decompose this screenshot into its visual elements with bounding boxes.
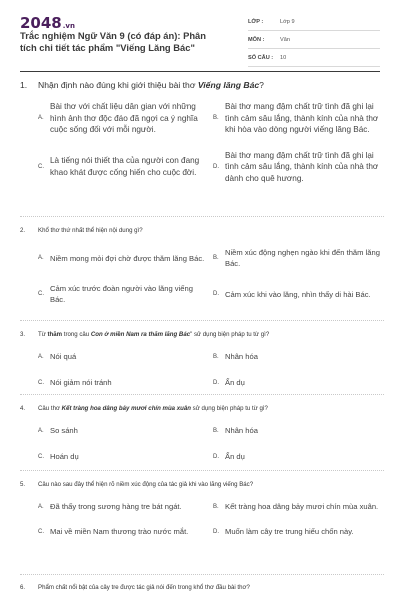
question-4 bbox=[20, 404, 384, 462]
keyword: thăm bbox=[47, 331, 63, 338]
option-d[interactable]: D. Ẩn dụ bbox=[213, 378, 245, 387]
meta-key: SỐ CÂU : bbox=[248, 54, 274, 61]
meta-key: LỚP : bbox=[248, 18, 264, 25]
options bbox=[38, 425, 384, 462]
divider bbox=[20, 470, 384, 471]
option-c[interactable]: C. Nói giảm nói tránh bbox=[38, 378, 112, 387]
question-5 bbox=[20, 480, 384, 537]
meta-table bbox=[248, 13, 380, 67]
divider bbox=[20, 216, 384, 217]
option-b[interactable]: B. Kết tràng hoa dâng bảy mươi chín mùa xuân. bbox=[213, 502, 379, 511]
header-divider bbox=[20, 71, 380, 72]
divider bbox=[20, 394, 384, 395]
question-prompt: 5. Câu nào sau đây thể hiện rõ niềm xúc động của tác giả khi vào lăng viếng Bác? bbox=[20, 481, 254, 488]
header bbox=[0, 0, 400, 72]
option-a[interactable]: A. Đã thấy trong sương hàng tre bát ngát. bbox=[38, 502, 182, 511]
question-number: 5. bbox=[20, 481, 26, 488]
poem-title: Viếng lăng Bác bbox=[197, 80, 260, 90]
divider bbox=[20, 320, 384, 321]
option-a[interactable]: A. So sánh bbox=[38, 426, 78, 435]
question-number: 4. bbox=[20, 405, 26, 412]
option-d[interactable]: D. Muốn làm cây tre trung hiếu chốn này. bbox=[213, 527, 354, 536]
meta-row-subject bbox=[248, 31, 380, 49]
divider bbox=[20, 574, 384, 575]
page-title: Trắc nghiệm Ngữ Văn 9 (có đáp án): Phân tích chi tiết tác phẩm "Viếng Lăng Bác" bbox=[20, 30, 206, 53]
meta-value: Lớp 9 bbox=[280, 18, 295, 25]
question-number: 1. bbox=[20, 80, 28, 90]
options bbox=[38, 101, 384, 184]
quoted-line: Con ở miền Nam ra thăm lăng Bác bbox=[90, 331, 191, 338]
meta-row-class bbox=[248, 13, 380, 31]
question-prompt: 2. Khổ thơ thứ nhất thể hiện nội dung gì? bbox=[20, 227, 143, 234]
options bbox=[38, 351, 384, 388]
question-1 bbox=[20, 80, 384, 184]
options bbox=[38, 247, 384, 305]
question-2 bbox=[20, 226, 384, 305]
quoted-line: Kết tràng hoa dâng bảy mươi chín mùa xuân bbox=[61, 405, 191, 412]
option-d[interactable]: D. Bài thơ mang đậm chất trữ tình đã ghi lại tình cảm sâu lắng, thành kính của nhà thơ dành cho quê hương. bbox=[213, 150, 379, 183]
question-prompt: 6. Phẩm chất nổi bật của cây tre được tác giả nói đến trong khổ thơ đầu bài thơ? bbox=[20, 584, 250, 591]
option-b[interactable]: B. Nhân hóa bbox=[213, 426, 258, 435]
meta-value: 10 bbox=[280, 54, 287, 61]
question-3 bbox=[20, 330, 384, 388]
option-b[interactable]: B. Bài thơ mang đậm chất trữ tình đã ghi lại tình cảm sâu lắng, thành kính của nhà thơ khi hòa vào dòng người viếng lăng Bác. bbox=[213, 102, 379, 134]
option-b[interactable]: B. Nhân hóa bbox=[213, 352, 258, 361]
option-a[interactable]: A. Bài thơ với chất liệu dân gian với những hình ảnh thơ độc đáo đã ngợi ca ý nghĩa cuộc sống đối với mỗi người. bbox=[38, 102, 198, 134]
option-c[interactable]: C. Mai về miền Nam thương trào nước mắt. bbox=[38, 527, 189, 536]
meta-row-count bbox=[248, 49, 380, 67]
option-d[interactable]: D. Ẩn dụ bbox=[213, 452, 245, 461]
site-logo[interactable]: 2048.vn bbox=[20, 14, 75, 32]
option-b[interactable]: B. Niềm xúc động nghẹn ngào khi đến thăm lăng Bác. bbox=[213, 248, 380, 268]
options bbox=[38, 501, 384, 537]
option-d[interactable]: D. Cảm xúc khi vào lăng, nhìn thấy di hài Bác. bbox=[213, 289, 371, 299]
question-prompt: 4. Câu thơ Kết tràng hoa dâng bảy mươi chín mùa xuân sử dụng biện pháp tu từ gì? bbox=[20, 405, 268, 412]
option-a[interactable]: A. Niềm mong mỏi đợi chờ được thăm lăng Bác. bbox=[38, 253, 205, 263]
option-c[interactable]: C. Cảm xúc trước đoàn người vào lăng viếng Bác. bbox=[38, 284, 193, 304]
meta-key: MÔN : bbox=[248, 36, 265, 43]
question-prompt: 3. Từ thăm trong câu Con ở miền Nam ra thăm lăng Bác" sử dụng biện pháp tu từ gì? bbox=[20, 331, 270, 338]
question-number: 3. bbox=[20, 331, 26, 338]
meta-value: Văn bbox=[280, 36, 290, 43]
question-number: 6. bbox=[20, 584, 26, 591]
option-a[interactable]: A. Nói quá bbox=[38, 352, 77, 361]
question-6 bbox=[20, 583, 384, 592]
option-c[interactable]: C. Là tiếng nói thiết tha của người con đang khao khát được cống hiến cho cuộc đời. bbox=[38, 156, 200, 177]
question-prompt: 1. Nhận định nào đúng khi giới thiệu bài thơ Viếng lăng Bác? bbox=[20, 80, 264, 90]
option-c[interactable]: C. Hoán dụ bbox=[38, 452, 79, 461]
question-number: 2. bbox=[20, 227, 26, 234]
